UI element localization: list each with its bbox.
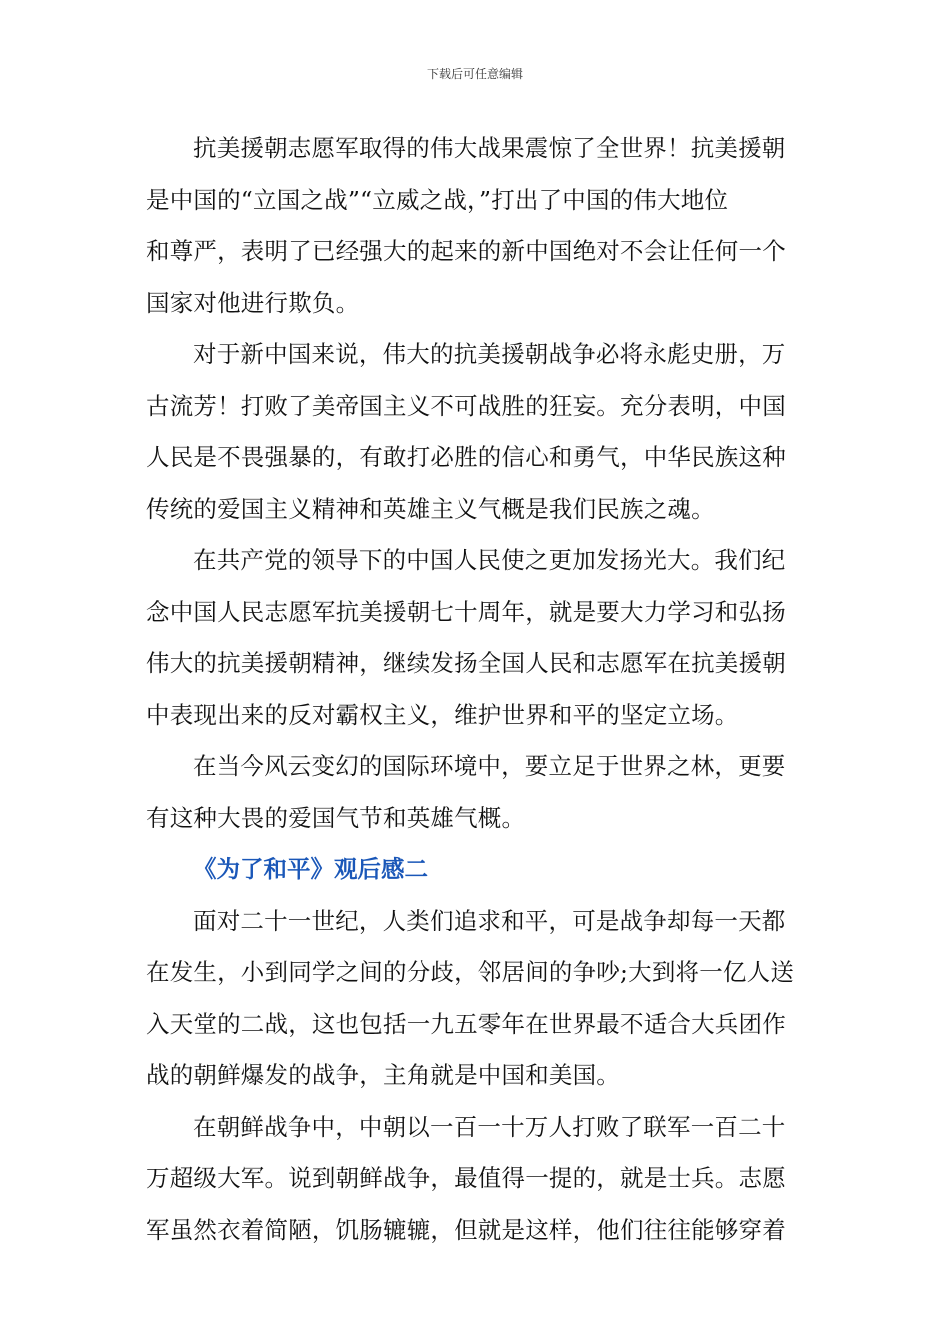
text-line: 抗美援朝志愿军取得的伟大战果震惊了全世界！抗美援朝 (193, 134, 786, 162)
text-line: 中表现出来的反对霸权主义，维护世界和平的坚定立场。 (146, 700, 739, 729)
text-line: 面对二十一世纪，人类们追求和平，可是战争却每一天都 (193, 906, 786, 935)
text-line: 有这种大畏的爱国气节和英雄气概。 (146, 803, 526, 832)
paragraph (146, 1102, 794, 1257)
text-line: 伟大的抗美援朝精神，继续发扬全国人民和志愿军在抗美援朝 (146, 649, 786, 677)
document-body (146, 123, 794, 1256)
text-line: 古流芳！打败了美帝国主义不可战胜的狂妄。充分表明，中国 (146, 391, 786, 420)
text-line: 国家对他进行欺负。 (146, 288, 360, 317)
text-line: 入天堂的二战，这也包括一九五零年在世界最不适合大兵团作 (146, 1009, 786, 1038)
text-line: 在共产党的领导下的中国人民使之更加发扬光大。我们纪 (193, 546, 786, 574)
text-line: 传统的爱国主义精神和英雄主义气概是我们民族之魂。 (146, 494, 715, 523)
paragraph (146, 329, 794, 535)
text-line: 人民是不畏强暴的，有敢打必胜的信心和勇气，中华民族这种 (146, 443, 786, 471)
paragraph (146, 535, 794, 741)
paragraph (146, 123, 794, 329)
text-line: 对于新中国来说，伟大的抗美援朝战争必将永彪史册，万 (193, 340, 786, 368)
text-line: 在朝鲜战争中，中朝以一百一十万人打败了联军一百二十 (193, 1112, 786, 1141)
text-line: 在当今风云变幻的国际环境中，要立足于世界之林，更要 (193, 752, 786, 780)
section-heading: 《为了和平》观后感二 (193, 855, 428, 883)
text-line: 在发生，小到同学之间的分歧，邻居间的争吵;大到将一亿人送 (146, 958, 795, 986)
text-line: 军虽然衣着简陋，饥肠辘辘，但就是这样，他们往往能够穿着 (146, 1215, 786, 1244)
text-line: 战的朝鲜爆发的战争，主角就是中国和美国。 (146, 1061, 620, 1089)
page-header-note: 下载后可任意编辑 (426, 67, 523, 81)
text-line: 和尊严，表明了已经强大的起来的新中国绝对不会让任何一个 (146, 237, 786, 265)
text-line: 万超级大军。说到朝鲜战争，最值得一提的，就是士兵。志愿 (146, 1164, 786, 1192)
paragraph (146, 741, 794, 844)
text-line: 念中国人民志愿军抗美援朝七十周年，就是要大力学习和弘扬 (146, 597, 786, 626)
paragraph (146, 896, 794, 1102)
text-line: 是中国的“立国之战”“立威之战，”打出了中国的伟大地位 (146, 185, 729, 214)
